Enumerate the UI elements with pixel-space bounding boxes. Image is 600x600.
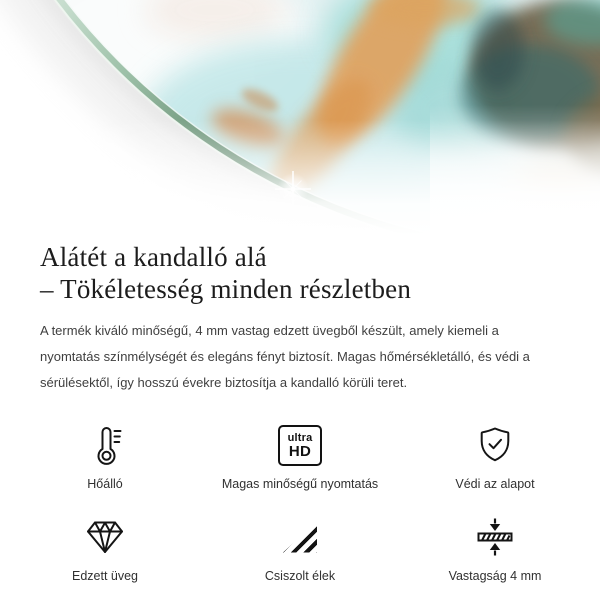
feature-polished-edges	[170, 514, 430, 584]
feature-label: Védi az alapot	[455, 477, 535, 491]
feature-label: Magas minőségű nyomtatás	[221, 477, 379, 491]
feature-heat-resistant	[40, 422, 170, 492]
ultra-hd-text-hd: HD	[288, 442, 312, 460]
ultra-hd-text-ultra: ultra	[287, 431, 313, 444]
thickness-icon	[473, 514, 517, 560]
product-content	[0, 241, 600, 396]
hero-image	[0, 0, 600, 235]
product-description: A termék kiváló minőségű, 4 mm vastag edzett üvegből készült, amely kiemeli a nyomtatás színmélységét és elegáns fényt biztosít. Magas hőmérsékletálló, és védi a sérülésektől, így hosszú évekre biztosítja a kandalló körüli teret.	[40, 323, 530, 390]
title-line-2: – Tökéletesség minden részletben	[40, 274, 412, 304]
feature-label: Hőálló	[87, 477, 123, 491]
feature-label: Edzett üveg	[71, 569, 138, 583]
polished-edges-icon	[283, 514, 317, 560]
ultra-hd-icon	[278, 422, 322, 468]
feature-print-quality	[170, 422, 430, 492]
feature-label: Vastagság 4 mm	[448, 569, 542, 583]
thermometer-icon	[83, 422, 127, 468]
title-line-1: Alátét a kandalló alá	[40, 242, 267, 272]
glass-pad-image	[0, 0, 600, 235]
shield-check-icon	[473, 422, 517, 468]
diamond-icon	[82, 514, 128, 560]
feature-label: Csiszolt élek	[264, 569, 336, 583]
page-title	[40, 241, 560, 305]
feature-protects-base	[430, 422, 560, 492]
feature-tempered-glass	[40, 514, 170, 584]
feature-thickness	[430, 514, 560, 584]
features-grid	[40, 422, 560, 584]
